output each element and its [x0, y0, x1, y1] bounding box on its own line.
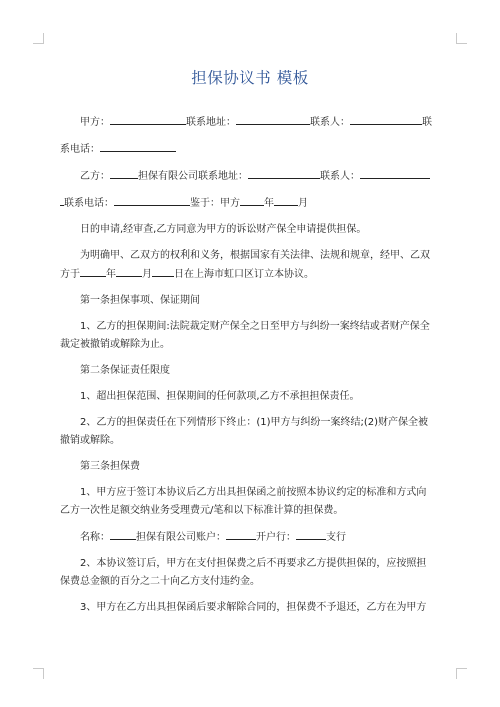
month-label: 月	[298, 198, 308, 209]
signing-prefix: 方于	[60, 269, 80, 280]
account-line	[60, 528, 442, 547]
signing-day-field[interactable]	[152, 265, 174, 277]
bank-label: 开户行：	[256, 532, 296, 543]
application-month-field[interactable]	[274, 194, 298, 206]
party-a-line	[60, 113, 442, 132]
application-year-field[interactable]	[240, 194, 264, 206]
party-b-phone-label: 联系电话：	[64, 198, 114, 209]
party-a-phone-field[interactable]	[100, 140, 176, 152]
article-3-clause-2: 2、本协议签订后，甲方在支付担保费之后不再要求乙方提供担保的，应按照担	[80, 558, 427, 569]
account-name-field[interactable]	[110, 528, 136, 540]
crop-mark-bottom-left	[33, 668, 44, 679]
article-3-clause-1-continued: 乙方一次性足额交纳业务受理费元/笔和以下标准计算的担保费。	[60, 505, 344, 516]
party-b-label: 乙方：	[80, 171, 110, 182]
recital-paragraph: 日的申请,经审查,乙方同意为甲方的诉讼财产保全申请提供担保。	[80, 224, 367, 235]
party-a-phone-line	[60, 140, 442, 159]
account-company-label: 担保有限公司账户：	[136, 532, 226, 543]
signing-month-field[interactable]	[116, 265, 142, 277]
year-label: 年	[264, 198, 274, 209]
party-b-address-field[interactable]	[248, 167, 320, 179]
party-b-address-label: 担保有限公司联系地址：	[138, 171, 248, 182]
bank-field[interactable]	[296, 528, 326, 540]
signing-year-field[interactable]	[80, 265, 106, 277]
party-a-contact-label: 联系人：	[310, 117, 350, 128]
party-a-phone-label-start: 联	[422, 117, 432, 128]
article-2-clause-2: 2、乙方的担保责任在下列情形下终止：(1)甲方与纠纷一案终结;(2)财产保全被	[80, 417, 429, 428]
article-1-clause-1: 1、乙方的担保期间:法院裁定财产保全之日至甲方与纠纷一案终结或者财产保全	[80, 321, 430, 332]
party-a-address-label: 联系地址：	[186, 117, 236, 128]
article-1-heading: 第一条担保事项、保证期间	[80, 295, 200, 306]
party-b-line	[60, 167, 442, 186]
article-2-clause-2-continued: 撤销或解除。	[60, 435, 120, 446]
party-b-contact-label: 联系人：	[320, 171, 360, 182]
party-b-phone-line	[60, 194, 442, 213]
article-3-clause-2-continued: 保费总金额的百分之二十向乙方支付违约金。	[60, 576, 260, 587]
signing-suffix: 日在上海市虹口区订立本协议。	[174, 269, 314, 280]
party-a-label: 甲方：	[80, 117, 110, 128]
document-body	[60, 113, 442, 625]
article-2-heading: 第二条保证责任限度	[80, 365, 170, 376]
crop-mark-top-left	[33, 33, 44, 44]
account-name-label: 名称：	[80, 532, 110, 543]
party-a-contact-field[interactable]	[350, 113, 422, 125]
signing-date-line	[60, 265, 442, 284]
signing-year-label: 年	[106, 269, 116, 280]
branch-label: 支行	[326, 532, 346, 543]
party-b-phone-field[interactable]	[114, 194, 190, 206]
party-a-phone-label: 系电话：	[60, 144, 100, 155]
article-3-clause-3: 3、甲方在乙方出具担保函后要求解除合同的，担保费不予退还，乙方在为甲方	[80, 602, 427, 613]
party-a-name-field[interactable]	[110, 113, 186, 125]
party-b-name-field[interactable]	[110, 167, 138, 179]
party-a-address-field[interactable]	[236, 113, 310, 125]
article-3-clause-1: 1、甲方应于签订本协议后乙方出具担保函之前按照本协议约定的标准和方式向	[80, 487, 427, 498]
article-1-clause-1-continued: 裁定被撤销或解除为止。	[60, 339, 170, 350]
whereas-label: 鉴于：甲方	[190, 198, 240, 209]
account-number-field[interactable]	[226, 528, 256, 540]
document-title: 担保协议书 模板	[191, 69, 309, 87]
article-2-clause-1: 1、超出担保范围、担保期间的任何款项,乙方不承担担保责任。	[80, 391, 360, 402]
crop-mark-bottom-right	[456, 668, 467, 679]
signing-month-label: 月	[142, 269, 152, 280]
article-3-heading: 第三条担保费	[80, 461, 140, 472]
crop-mark-top-right	[456, 33, 467, 44]
purpose-paragraph: 为明确甲、乙双方的权利和义务，根据国家有关法律、法规和规章，经甲、乙双	[80, 250, 430, 261]
party-b-contact-field[interactable]	[360, 167, 430, 179]
